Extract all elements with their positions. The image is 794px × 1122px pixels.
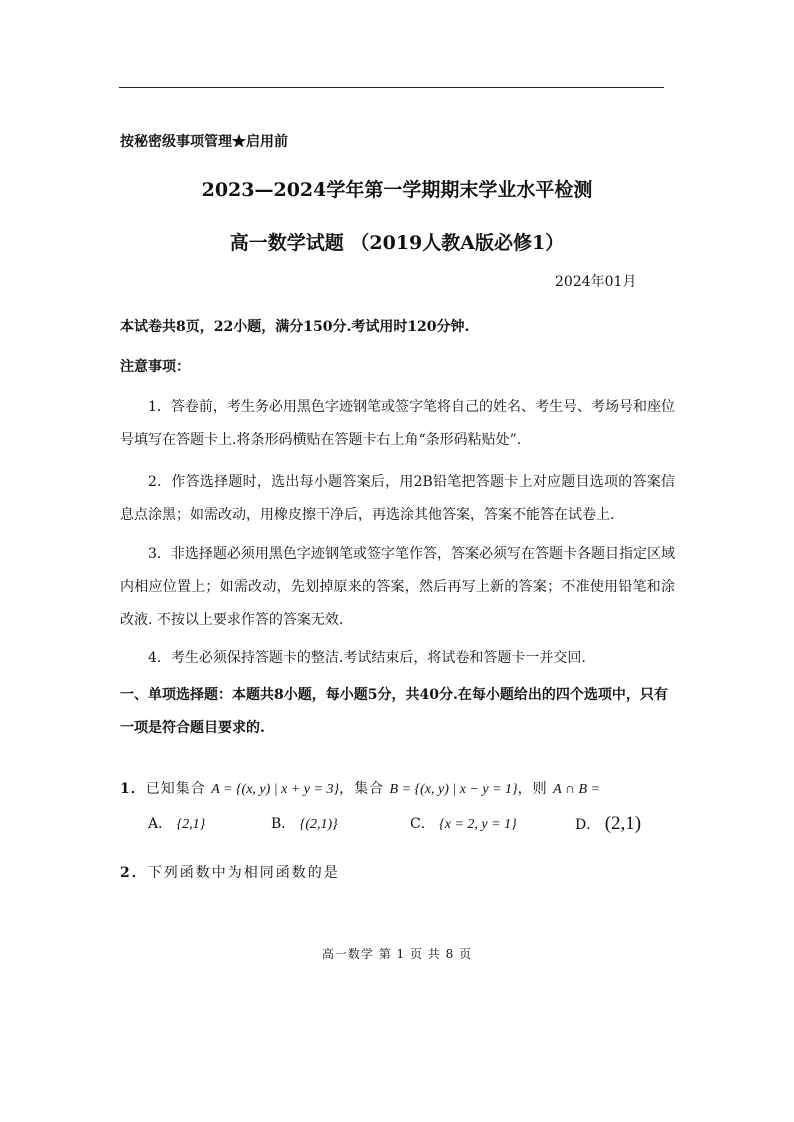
- question-text: 已知集合: [145, 781, 206, 797]
- set-b-expression: B = {(x, y) | x − y = 1}: [389, 782, 518, 797]
- option-label: A．: [148, 816, 173, 832]
- exam-title: 2023—2024学年第一学期期末学业水平检测: [201, 179, 593, 201]
- question-number: 2．: [120, 865, 148, 881]
- option-value: {(2,1)}: [299, 817, 338, 832]
- exam-date: 2024年01月: [555, 274, 637, 290]
- option-value: {x = 2, y = 1}: [439, 817, 517, 832]
- notice-item-2: 2．作答选择题时，选出每小题答案后，用2B铅笔把答题卡上对应题目选项的答案信息点涂黑；如需改动，用橡皮擦干净后，再选涂其他答案，答案不能答在试卷上.: [120, 474, 675, 523]
- section-heading: 一、单项选择题：本题共8小题，每小题5分，共40分.在每小题给出的四个选项中，只有一项是符合题目要求的.: [120, 687, 668, 736]
- option-c: [410, 813, 517, 833]
- option-label: B．: [271, 816, 296, 832]
- notice-item-3: 3．非选择题必须用黑色字迹钢笔或签字笔作答，答案必须写在答题卡各题目指定区域内相应位置上；如需改动，先划掉原来的答案，然后再写上新的答案；不准使用铅笔和涂改液. 不按以上要求作答的答案无效.: [120, 546, 675, 628]
- question-1: [120, 778, 600, 798]
- page-footer: 高一数学 第 1 页 共 8 页: [321, 947, 473, 961]
- intersection-expression: A ∩ B =: [553, 782, 601, 797]
- notice-item-1: 1．答卷前，考生务必用黑色字迹钢笔或签字笔将自己的姓名、考生号、考场号和座位号填写在答题卡上.将条形码横贴在答题卡右上角“条形码粘贴处”.: [120, 399, 675, 448]
- option-value: (2,1): [604, 813, 642, 834]
- question-text: ，集合: [339, 781, 385, 797]
- notice-heading: 注意事项：: [120, 359, 190, 375]
- option-a: [148, 813, 205, 833]
- notice-item-4: 4．考生必须保持答题卡的整洁.考试结束后，将试卷和答题卡一并交回.: [148, 650, 586, 666]
- confidentiality-label: 按秘密级事项管理★启用前: [120, 134, 288, 150]
- exam-intro: 本试卷共8页，22小题，满分150分.考试用时120分钟.: [120, 319, 470, 335]
- exam-subtitle: 高一数学试题 （2019人教A版必修1）: [229, 232, 565, 254]
- option-label: D．: [575, 817, 601, 833]
- question-2: [120, 862, 340, 882]
- option-b: [271, 813, 338, 833]
- question-text: 下列函数中为相同函数的是: [147, 865, 340, 881]
- set-a-expression: A = {(x, y) | x + y = 3}: [211, 782, 340, 797]
- header-rule: [119, 87, 664, 88]
- question-number: 1．: [120, 781, 146, 797]
- option-d: [575, 813, 641, 835]
- option-value: {2,1}: [176, 817, 206, 832]
- option-label: C．: [410, 816, 435, 832]
- question-text: ，则: [517, 781, 548, 797]
